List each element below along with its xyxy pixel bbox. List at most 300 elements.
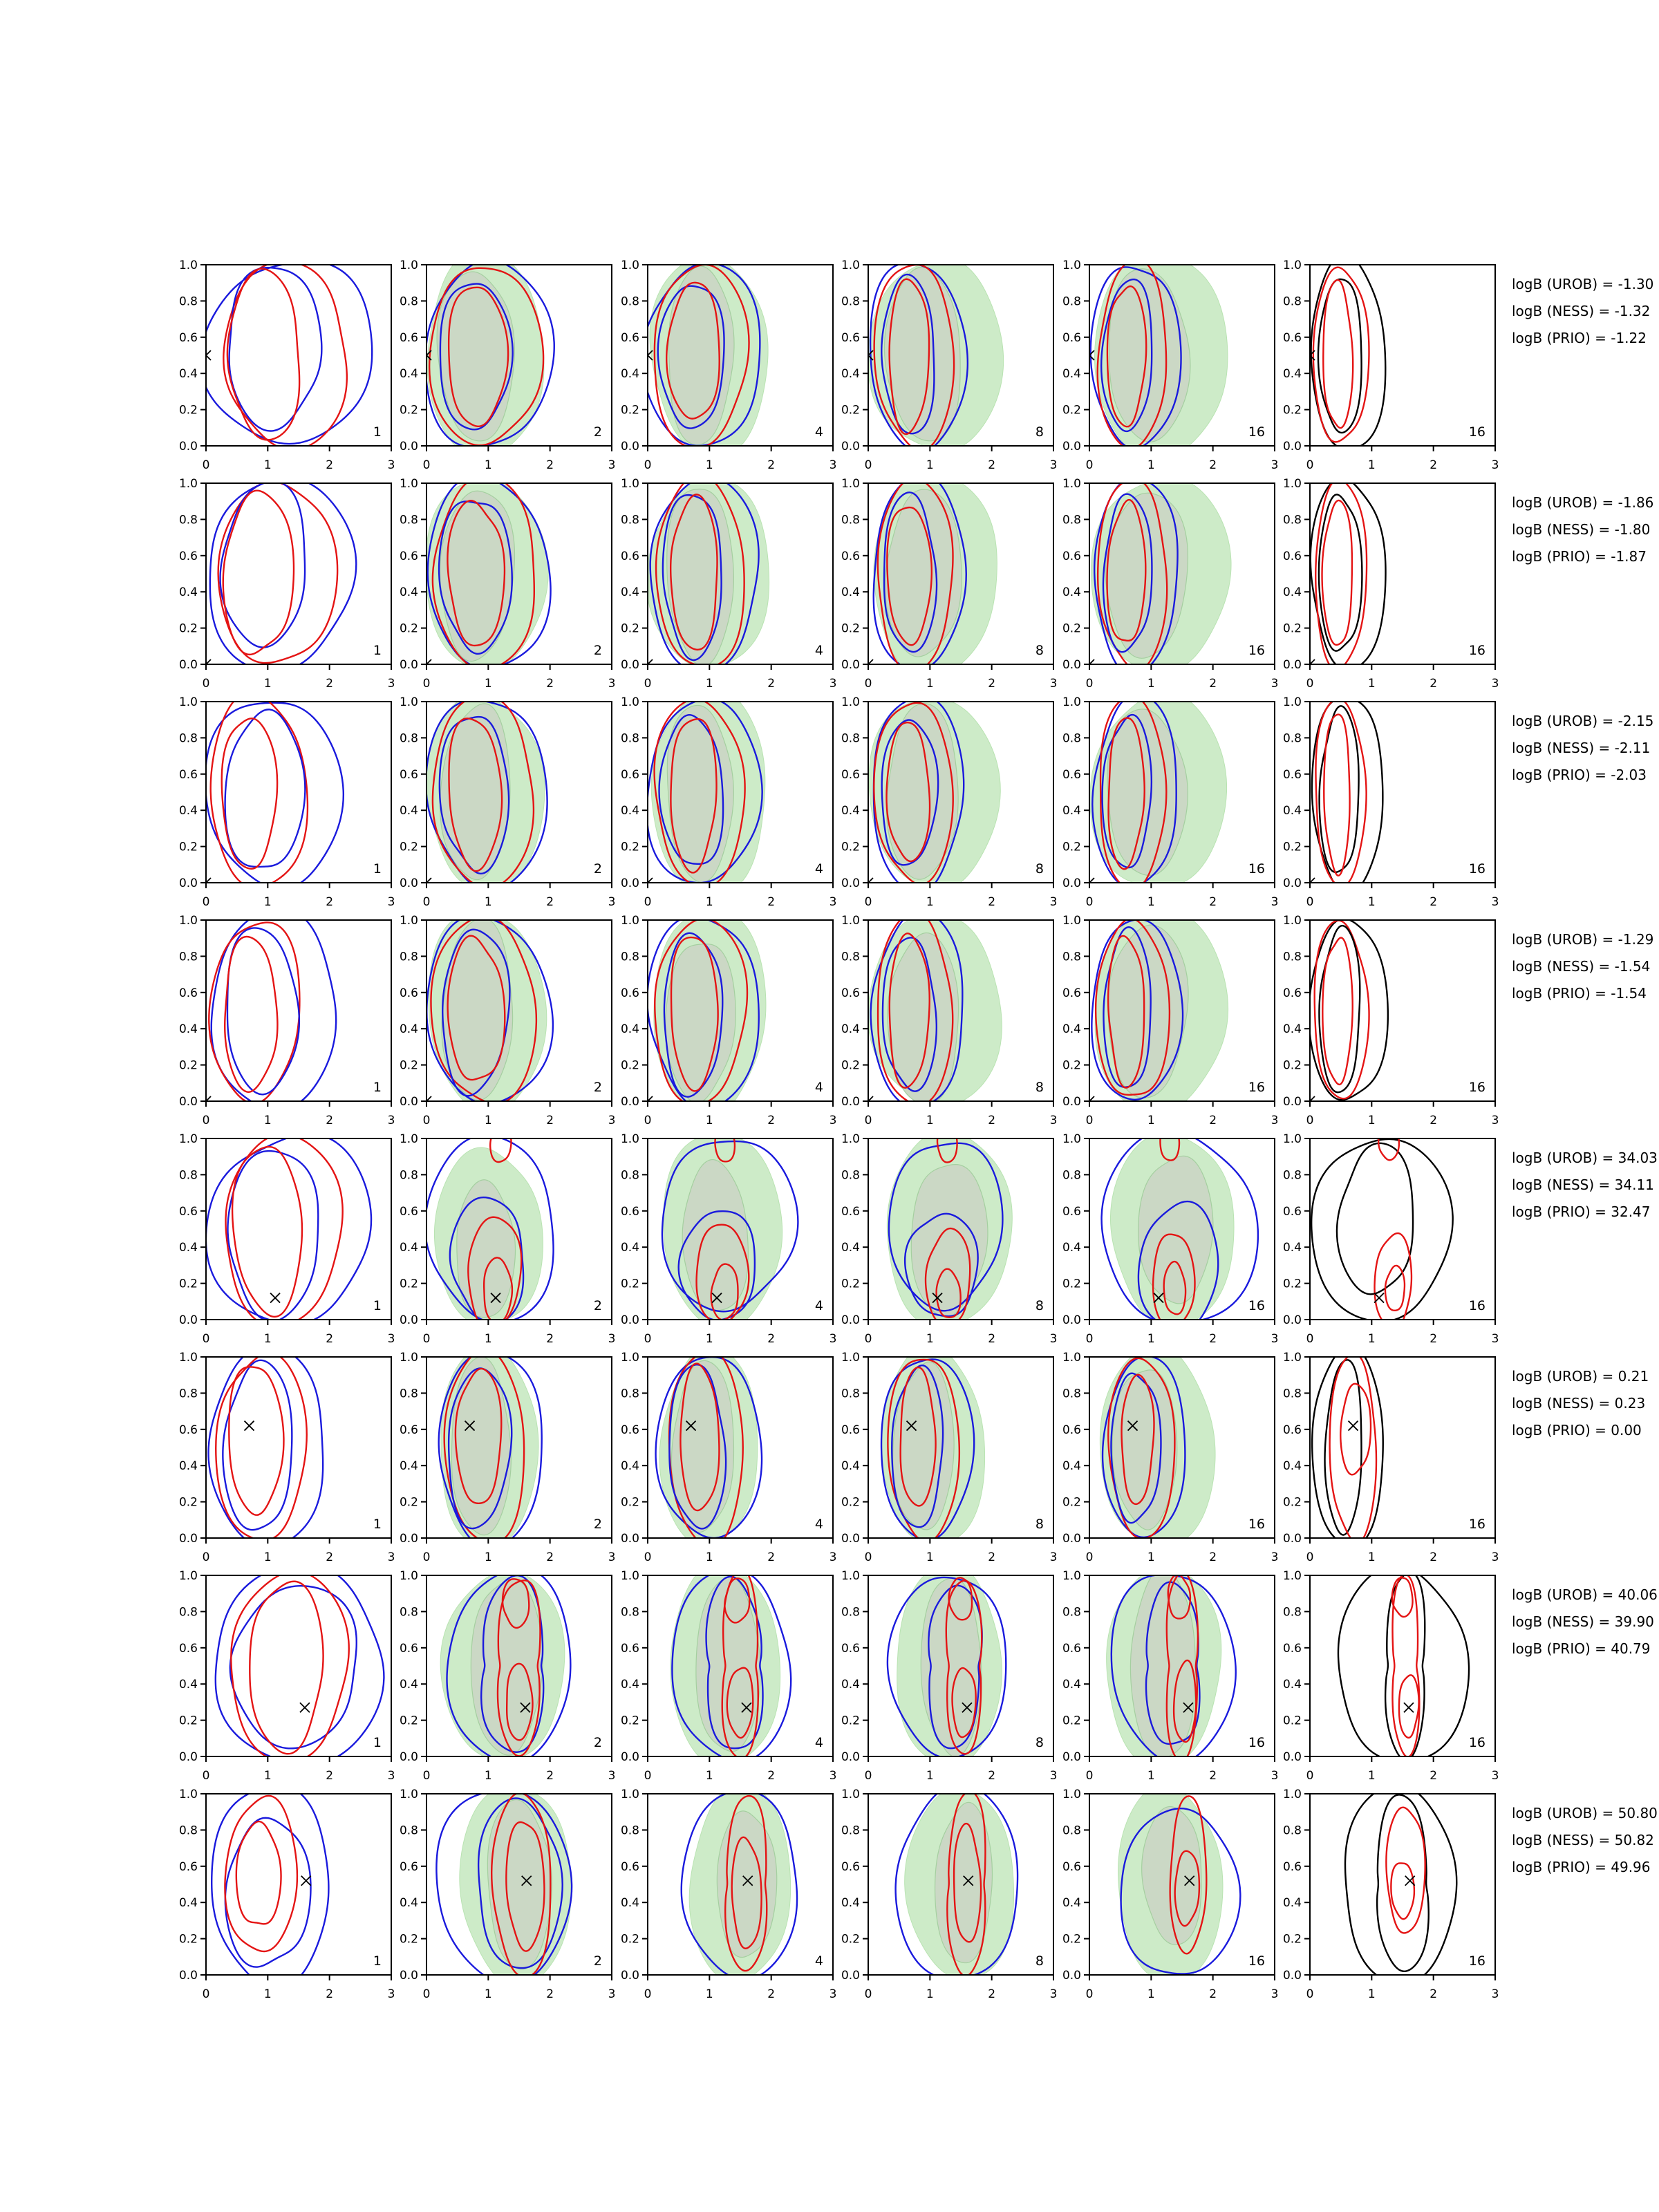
x-tick-label: 1: [705, 1769, 713, 1783]
y-tick-label: 0.6: [399, 1859, 418, 1874]
y-tick-label: 0.0: [1282, 440, 1302, 453]
y-tick-label: 0.2: [620, 1058, 639, 1073]
logb-annotation: logB (UROB) = 0.21: [1512, 1368, 1649, 1385]
y-tick-label: 1.0: [1282, 914, 1302, 928]
y-tick-label: 0.8: [1062, 513, 1081, 527]
x-tick-label: 0: [1306, 458, 1314, 472]
panel-plot-area: [1085, 910, 1228, 1114]
x-tick-label: 0: [422, 458, 431, 472]
y-tick-label: 0.6: [178, 1641, 198, 1656]
y-tick-label: 0.4: [620, 1241, 639, 1255]
y-tick-label: 0.8: [1062, 950, 1081, 964]
y-tick-label: 0.8: [620, 1605, 639, 1620]
y-tick-label: 0.2: [399, 403, 418, 418]
x-tick-label: 3: [608, 1550, 616, 1564]
panel-count-label: 2: [593, 643, 602, 658]
x-tick-label: 1: [705, 677, 713, 691]
x-tick-label: 1: [263, 1769, 272, 1783]
x-tick-label: 0: [422, 1114, 431, 1127]
x-tick-label: 2: [767, 1769, 776, 1783]
x-tick-label: 1: [263, 1332, 272, 1346]
y-tick-label: 0.0: [399, 1750, 418, 1764]
y-tick-label: 0.4: [1282, 1022, 1302, 1037]
y-tick-label: 0.0: [1282, 877, 1302, 890]
y-tick-label: 0.4: [1282, 1896, 1302, 1911]
x-tick-label: 1: [705, 1550, 713, 1564]
y-tick-label: 0.0: [399, 440, 418, 453]
y-tick-label: 0.6: [399, 767, 418, 782]
x-tick-label: 1: [705, 1332, 713, 1346]
y-tick-label: 0.0: [1282, 1969, 1302, 1983]
y-tick-label: 0.2: [620, 1932, 639, 1947]
x-tick-label: 2: [988, 1114, 996, 1127]
y-tick-label: 0.2: [399, 621, 418, 636]
panel-plot-area: [1338, 1566, 1469, 1761]
y-tick-label: 0.6: [1282, 1204, 1302, 1219]
x-tick-label: 3: [387, 458, 395, 472]
panel-plot-area: [422, 476, 551, 671]
panel-r4-c1: [179, 908, 395, 1127]
y-tick-label: 0.8: [399, 513, 418, 527]
contour-line-K: [1312, 1344, 1383, 1546]
x-tick-label: 3: [829, 677, 837, 691]
y-tick-label: 0.8: [841, 294, 860, 309]
y-tick-label: 1.0: [178, 477, 198, 491]
contour-line-R: [225, 937, 277, 1092]
y-tick-label: 0.6: [841, 767, 860, 782]
y-tick-label: 1.0: [399, 695, 418, 709]
x-tick-label: 3: [387, 1550, 395, 1564]
y-tick-label: 0.8: [1282, 1824, 1302, 1838]
x-tick-label: 3: [387, 895, 395, 909]
panel-plot-area: [863, 696, 1000, 893]
x-tick-label: 1: [1147, 1114, 1155, 1127]
panel-r8-c6: [1283, 1785, 1499, 2001]
x-tick-label: 0: [864, 458, 872, 472]
contour-line-R: [1315, 479, 1367, 670]
y-tick-label: 0.2: [399, 840, 418, 854]
y-tick-label: 0.0: [620, 1095, 639, 1109]
y-tick-label: 0.2: [178, 840, 198, 854]
true-value-marker: [1404, 1703, 1414, 1712]
x-tick-label: 2: [767, 458, 776, 472]
y-tick-label: 0.2: [841, 1714, 860, 1728]
y-tick-label: 0.6: [620, 1859, 639, 1874]
y-tick-label: 0.0: [1062, 1532, 1081, 1546]
y-tick-label: 0.0: [178, 1095, 198, 1109]
logb-annotation: logB (PRIO) = 32.47: [1512, 1203, 1651, 1220]
y-tick-label: 0.6: [841, 549, 860, 563]
x-tick-label: 2: [988, 1550, 996, 1564]
x-tick-label: 3: [1049, 1332, 1058, 1346]
y-tick-label: 0.6: [178, 1859, 198, 1874]
true-value-marker: [1349, 1421, 1358, 1431]
y-tick-label: 0.6: [620, 986, 639, 1000]
x-tick-label: 2: [767, 1332, 776, 1346]
x-tick-label: 2: [1430, 1987, 1438, 2001]
x-tick-label: 2: [1430, 895, 1438, 909]
x-tick-label: 2: [546, 1550, 554, 1564]
y-tick-label: 0.2: [620, 621, 639, 636]
x-tick-label: 1: [1147, 895, 1155, 909]
panel-plot-area: [642, 256, 768, 457]
panel-count-label: 2: [593, 1517, 602, 1532]
panel-count-label: 16: [1468, 861, 1485, 877]
y-tick-label: 1.0: [399, 259, 418, 272]
y-tick-label: 0.4: [1282, 1459, 1302, 1474]
contour-line-K: [1320, 706, 1359, 872]
y-tick-label: 1.0: [1282, 1569, 1302, 1583]
contour-line-K: [1377, 1794, 1429, 1971]
panel-count-label: 16: [1248, 861, 1265, 877]
panel-plot-area: [896, 1784, 1018, 1980]
panel-plot-area: [1345, 1785, 1456, 1984]
axes-spines: [1310, 265, 1495, 446]
panel-r4-c2: [400, 912, 615, 1127]
y-tick-label: 1.0: [399, 477, 418, 491]
panel-count-label: 1: [373, 1953, 382, 1969]
logb-annotation: logB (NESS) = -1.80: [1512, 521, 1651, 538]
x-tick-label: 0: [864, 1987, 872, 2001]
y-tick-label: 1.0: [1062, 1351, 1081, 1365]
y-tick-label: 0.2: [841, 1932, 860, 1947]
y-tick-label: 0.4: [399, 367, 418, 382]
y-tick-label: 1.0: [178, 1351, 198, 1365]
x-tick-label: 3: [387, 1332, 395, 1346]
y-tick-label: 0.2: [178, 1495, 198, 1510]
panel-r5-c1: [179, 1132, 395, 1346]
y-tick-label: 1.0: [620, 1351, 639, 1365]
y-tick-label: 0.0: [620, 1969, 639, 1983]
panel-plot-area: [1305, 254, 1385, 449]
logb-annotation: logB (NESS) = -1.32: [1512, 303, 1651, 319]
contour-line-K: [1345, 1785, 1456, 1984]
x-tick-label: 3: [1049, 1769, 1058, 1783]
panel-plot-area: [643, 910, 766, 1117]
panel-r2-c2: [400, 476, 615, 691]
x-tick-label: 2: [1430, 677, 1438, 691]
panel-r3-c1: [179, 693, 395, 909]
y-tick-label: 0.0: [620, 877, 639, 890]
y-tick-label: 0.8: [841, 731, 860, 746]
panel-r5-c2: [400, 1125, 615, 1346]
x-tick-label: 2: [546, 1114, 554, 1127]
x-tick-label: 0: [1306, 1987, 1314, 2001]
panel-r4-c6: [1283, 914, 1499, 1127]
x-tick-label: 0: [644, 1769, 652, 1783]
panel-plot-area: [863, 471, 997, 679]
y-tick-label: 0.2: [1062, 840, 1081, 854]
panel-r7-c6: [1283, 1566, 1499, 1783]
y-tick-label: 0.2: [1282, 403, 1302, 418]
panel-count-label: 16: [1248, 1953, 1265, 1969]
x-tick-label: 2: [546, 1332, 554, 1346]
x-tick-label: 1: [1367, 458, 1376, 472]
x-tick-label: 1: [1147, 1550, 1155, 1564]
panel-count-label: 1: [373, 424, 382, 440]
y-tick-label: 0.0: [1062, 877, 1081, 890]
panel-r4-c4: [841, 910, 1057, 1127]
y-tick-label: 0.0: [178, 658, 198, 672]
y-tick-label: 0.8: [399, 294, 418, 309]
panel-r5-c4: [841, 1125, 1057, 1346]
y-tick-label: 1.0: [841, 914, 860, 928]
panel-plot-area: [1305, 478, 1386, 670]
y-tick-label: 0.0: [841, 1532, 860, 1546]
panel-count-label: 16: [1248, 1735, 1265, 1750]
y-tick-label: 0.6: [841, 1423, 860, 1437]
panel-count-label: 1: [373, 1298, 382, 1313]
y-tick-label: 0.4: [620, 585, 639, 600]
panel-r1-c3: [621, 256, 836, 472]
y-tick-label: 0.2: [1282, 1058, 1302, 1073]
y-tick-label: 0.6: [399, 1204, 418, 1219]
x-tick-label: 1: [484, 895, 492, 909]
panel-plot-area: [1085, 478, 1231, 675]
y-tick-label: 1.0: [841, 259, 860, 272]
x-tick-label: 1: [1367, 1769, 1376, 1783]
contour-line-R: [1322, 937, 1352, 1084]
x-tick-label: 3: [829, 895, 837, 909]
y-tick-label: 0.2: [1282, 840, 1302, 854]
x-tick-label: 2: [326, 677, 334, 691]
x-tick-label: 0: [864, 1550, 872, 1564]
x-tick-label: 0: [1085, 677, 1094, 691]
axes-spines: [1310, 702, 1495, 883]
logb-annotation: logB (NESS) = 0.23: [1512, 1395, 1646, 1412]
y-tick-label: 0.6: [399, 549, 418, 563]
y-tick-label: 0.4: [1062, 1022, 1081, 1037]
y-tick-label: 0.2: [620, 840, 639, 854]
panel-count-label: 2: [593, 861, 602, 877]
x-tick-label: 1: [1367, 677, 1376, 691]
panel-count-label: 16: [1468, 424, 1485, 440]
panel-count-label: 8: [1035, 643, 1044, 658]
x-tick-label: 3: [1049, 1987, 1058, 2001]
x-tick-label: 0: [864, 895, 872, 909]
panel-count-label: 8: [1035, 1517, 1044, 1532]
panel-plot-area: [863, 910, 1002, 1107]
panel-count-label: 16: [1248, 424, 1265, 440]
x-tick-label: 1: [926, 1987, 934, 2001]
logb-annotation: logB (PRIO) = -1.54: [1512, 985, 1647, 1002]
y-tick-label: 0.0: [841, 1313, 860, 1327]
y-tick-label: 0.2: [399, 1932, 418, 1947]
y-tick-label: 0.4: [620, 1022, 639, 1037]
panel-plot-area: [1102, 1123, 1258, 1331]
y-tick-label: 0.6: [1282, 986, 1302, 1000]
y-tick-label: 0.6: [1282, 1423, 1302, 1437]
x-tick-label: 1: [1147, 1987, 1155, 2001]
y-tick-label: 0.4: [841, 804, 860, 818]
x-tick-label: 2: [988, 677, 996, 691]
y-tick-label: 0.0: [841, 877, 860, 890]
y-tick-label: 0.4: [399, 1459, 418, 1474]
panel-count-label: 16: [1248, 1298, 1265, 1313]
x-tick-label: 2: [546, 1769, 554, 1783]
y-tick-label: 0.2: [620, 1277, 639, 1291]
y-tick-label: 0.6: [841, 330, 860, 345]
panel-plot-area: [436, 1787, 572, 1987]
y-tick-label: 0.4: [841, 367, 860, 382]
x-tick-label: 3: [829, 458, 837, 472]
panel-r3-c5: [1062, 691, 1278, 909]
y-tick-label: 0.8: [620, 1387, 639, 1401]
contour-line-B: [210, 478, 356, 672]
y-tick-label: 1.0: [841, 1351, 860, 1365]
x-tick-label: 3: [829, 1332, 837, 1346]
contour-line-B: [221, 481, 306, 647]
logb-annotation: logB (NESS) = -1.54: [1512, 958, 1651, 975]
y-tick-label: 0.8: [841, 1605, 860, 1620]
y-tick-label: 0.0: [1062, 1095, 1081, 1109]
y-tick-label: 1.0: [1062, 477, 1081, 491]
y-tick-label: 0.6: [178, 1204, 198, 1219]
y-tick-label: 0.0: [178, 1969, 198, 1983]
panel-r6-c2: [400, 1345, 615, 1564]
y-tick-label: 0.8: [620, 294, 639, 309]
true-value-marker: [301, 1876, 311, 1886]
panel-count-label: 2: [593, 424, 602, 440]
panel-plot-area: [422, 250, 554, 459]
y-tick-label: 0.8: [1282, 1605, 1302, 1620]
y-tick-label: 0.4: [178, 1022, 198, 1037]
contour-line-R: [1399, 1675, 1419, 1738]
x-tick-label: 3: [608, 1332, 616, 1346]
y-tick-label: 0.0: [1282, 1095, 1302, 1109]
y-tick-label: 1.0: [620, 259, 639, 272]
panel-count-label: 16: [1468, 1080, 1485, 1095]
y-tick-label: 0.2: [178, 403, 198, 418]
logb-annotation: logB (PRIO) = -1.22: [1512, 330, 1647, 346]
x-tick-label: 3: [608, 1114, 616, 1127]
y-tick-label: 0.4: [620, 1896, 639, 1911]
x-tick-label: 1: [263, 895, 272, 909]
y-tick-label: 0.0: [178, 877, 198, 890]
y-tick-label: 1.0: [620, 1132, 639, 1146]
logb-annotation: logB (PRIO) = 40.79: [1512, 1640, 1651, 1657]
y-tick-label: 1.0: [620, 914, 639, 928]
panel-plot-area: [863, 259, 1004, 452]
y-tick-label: 0.4: [620, 804, 639, 818]
y-tick-label: 0.6: [399, 1423, 418, 1437]
y-tick-label: 0.2: [178, 1058, 198, 1073]
y-tick-label: 0.2: [1062, 403, 1081, 418]
x-tick-label: 0: [864, 1769, 872, 1783]
y-tick-label: 0.2: [1062, 1932, 1081, 1947]
y-tick-label: 0.8: [178, 950, 198, 964]
y-tick-label: 0.0: [399, 1095, 418, 1109]
panel-plot-area: [201, 693, 344, 889]
logb-annotation: logB (UROB) = -1.29: [1512, 931, 1654, 948]
x-tick-label: 3: [387, 1987, 395, 2001]
y-tick-label: 1.0: [1282, 695, 1302, 709]
x-tick-label: 3: [608, 1769, 616, 1783]
x-tick-label: 1: [926, 895, 934, 909]
panel-plot-area: [1118, 1783, 1241, 1981]
x-tick-label: 3: [1271, 895, 1279, 909]
x-tick-label: 3: [1491, 458, 1499, 472]
x-tick-label: 3: [1491, 1987, 1499, 2001]
y-tick-label: 1.0: [178, 1788, 198, 1801]
y-tick-label: 0.4: [620, 1459, 639, 1474]
logb-annotation: logB (NESS) = 34.11: [1512, 1177, 1654, 1193]
y-tick-label: 1.0: [399, 1788, 418, 1801]
panel-plot-area: [881, 1344, 985, 1544]
contour-line-R: [250, 1582, 323, 1754]
y-tick-label: 0.6: [178, 330, 198, 345]
panel-r6-c3: [621, 1347, 836, 1564]
y-tick-label: 0.0: [620, 1750, 639, 1764]
panel-r8-c1: [179, 1785, 395, 2001]
x-tick-label: 3: [608, 677, 616, 691]
x-tick-label: 0: [422, 1550, 431, 1564]
panel-count-label: 2: [593, 1298, 602, 1313]
x-tick-label: 1: [705, 895, 713, 909]
x-tick-label: 1: [484, 1332, 492, 1346]
y-tick-label: 0.2: [1062, 1495, 1081, 1510]
panel-r2-c4: [841, 471, 1057, 691]
x-tick-label: 3: [1491, 1114, 1499, 1127]
y-tick-label: 0.8: [399, 1168, 418, 1183]
y-tick-label: 0.6: [178, 986, 198, 1000]
y-tick-label: 0.2: [841, 621, 860, 636]
x-tick-label: 0: [644, 895, 652, 909]
y-tick-label: 0.8: [1282, 1168, 1302, 1183]
x-tick-label: 2: [326, 895, 334, 909]
panel-count-label: 2: [593, 1953, 602, 1969]
x-tick-label: 1: [926, 1550, 934, 1564]
y-tick-label: 0.0: [178, 1313, 198, 1327]
x-tick-label: 1: [484, 677, 492, 691]
panel-r7-c4: [841, 1562, 1057, 1783]
x-tick-label: 0: [644, 1987, 652, 2001]
x-tick-label: 1: [926, 1114, 934, 1127]
x-tick-label: 0: [644, 1332, 652, 1346]
x-tick-label: 3: [1049, 458, 1058, 472]
x-tick-label: 3: [829, 1769, 837, 1783]
x-tick-label: 0: [864, 677, 872, 691]
contour-line-B: [227, 928, 299, 1094]
panel-r6-c6: [1283, 1344, 1499, 1564]
panel-count-label: 8: [1035, 1735, 1044, 1750]
panel-plot-area: [216, 1564, 384, 1765]
y-tick-label: 0.0: [620, 1532, 639, 1546]
y-tick-label: 0.0: [1062, 1313, 1081, 1327]
panel-r7-c2: [400, 1568, 615, 1783]
panel-plot-area: [888, 1562, 1006, 1765]
x-tick-label: 1: [484, 458, 492, 472]
contour-line-K: [1319, 494, 1362, 650]
y-tick-label: 0.8: [178, 513, 198, 527]
y-tick-label: 1.0: [399, 914, 418, 928]
x-tick-label: 0: [1085, 1114, 1094, 1127]
panel-r8-c3: [621, 1785, 836, 2001]
panel-r2-c1: [179, 477, 395, 691]
y-tick-label: 0.2: [1062, 621, 1081, 636]
y-tick-label: 1.0: [1062, 1788, 1081, 1801]
panel-count-label: 8: [1035, 424, 1044, 440]
x-tick-label: 0: [1306, 677, 1314, 691]
x-tick-label: 3: [1271, 1987, 1279, 2001]
x-tick-label: 2: [326, 1769, 334, 1783]
y-tick-label: 1.0: [620, 1788, 639, 1801]
x-tick-label: 2: [988, 895, 996, 909]
panel-r4-c5: [1062, 910, 1278, 1127]
y-tick-label: 1.0: [1282, 1132, 1302, 1146]
x-tick-label: 2: [1209, 895, 1217, 909]
y-tick-label: 0.0: [1062, 1750, 1081, 1764]
